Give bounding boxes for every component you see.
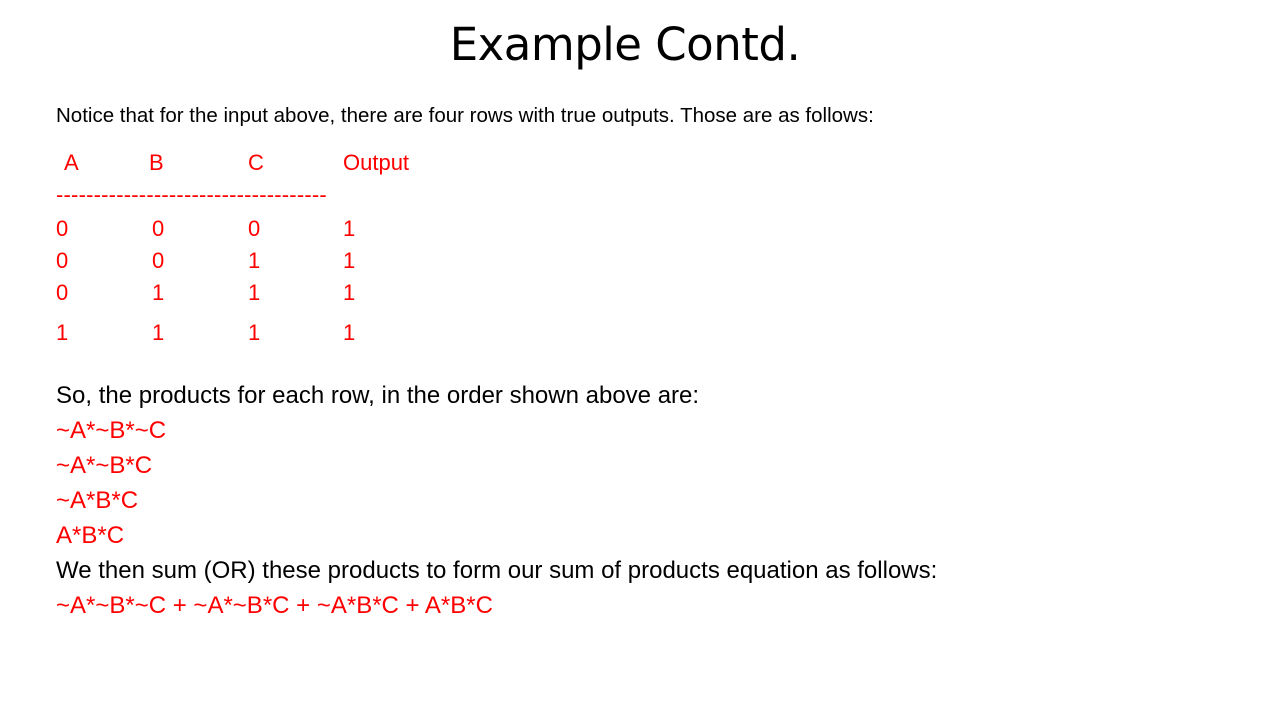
table-cell: 1 [56, 320, 69, 345]
table-cell: 0 [56, 216, 69, 241]
product-term: ~A*~B*C [56, 452, 153, 479]
product-term: A*B*C [56, 522, 125, 549]
table-cell: 0 [152, 216, 165, 241]
header-b: B [149, 150, 164, 175]
table-cell: 1 [343, 248, 356, 273]
table-cell: 0 [152, 248, 165, 273]
intro-text: Notice that for the input above, there are four rows with true outputs. Those are as follows: [56, 104, 874, 127]
table-cell: 1 [248, 248, 261, 273]
product-term: ~A*B*C [56, 487, 139, 514]
sum-intro: We then sum (OR) these products to form our sum of products equation as follows: [56, 557, 938, 584]
header-a: A [64, 150, 79, 175]
product-term: ~A*~B*~C [56, 417, 167, 444]
table-cell: 0 [248, 216, 261, 241]
table-cell: 1 [248, 280, 261, 305]
table-cell: 1 [152, 280, 165, 305]
table-cell: 1 [152, 320, 165, 345]
table-cell: 1 [343, 320, 356, 345]
slide-title: Example Contd. [449, 18, 801, 71]
header-output: Output [343, 150, 410, 175]
products-intro: So, the products for each row, in the order shown above are: [56, 382, 700, 409]
table-cell: 0 [56, 248, 69, 273]
table-cell: 1 [248, 320, 261, 345]
sum-equation: ~A*~B*~C + ~A*~B*C + ~A*B*C + A*B*C [56, 592, 493, 619]
table-cell: 1 [343, 280, 356, 305]
header-c: C [248, 150, 264, 175]
table-cell: 1 [343, 216, 356, 241]
table-cell: 0 [56, 280, 69, 305]
table-separator: ------------------------------------ [56, 182, 327, 207]
